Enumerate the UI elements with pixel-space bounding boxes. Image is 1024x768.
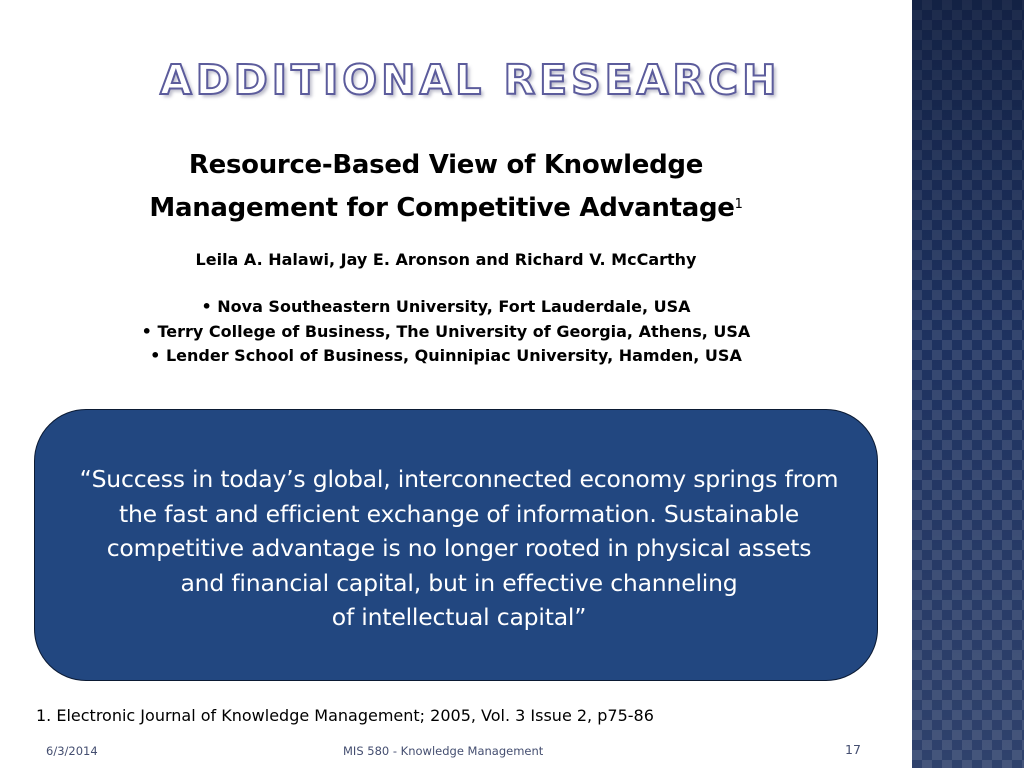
affiliation-item: • Nova Southeastern University, Fort Lauderdale, USA bbox=[201, 297, 691, 316]
paper-title-line-2 bbox=[40, 185, 852, 228]
affiliation-item: • Lender School of Business, Quinnipiac University, Hamden, USA bbox=[150, 346, 742, 365]
quote-line: competitive advantage is no longer rooted in physical assets bbox=[106, 534, 812, 562]
quote-line: the fast and efficient exchange of information. Sustainable bbox=[118, 499, 800, 528]
paper-authors: Leila A. Halawi, Jay E. Aronson and Richard V. McCarthy bbox=[195, 250, 697, 269]
footer-course-name: MIS 580 - Knowledge Management bbox=[343, 744, 544, 758]
quote-line: and financial capital, but in effective channeling bbox=[180, 568, 738, 597]
affiliations-list bbox=[40, 295, 852, 369]
paper-title bbox=[40, 145, 852, 228]
paper-title-line-1: Resource-Based View of Knowledge bbox=[188, 150, 704, 180]
paper-title-line-2-text: Management for Competitive Advantage bbox=[149, 193, 735, 223]
slide-number: 17 bbox=[845, 742, 861, 757]
slide-title: ADDITIONAL RESEARCH bbox=[160, 56, 781, 104]
footnote-marker: 1 bbox=[734, 197, 743, 212]
footnote-reference: 1. Electronic Journal of Knowledge Management; 2005, Vol. 3 Issue 2, p75-86 bbox=[36, 706, 654, 725]
quote-text bbox=[34, 462, 884, 635]
quote-line: “Success in today’s global, interconnected economy springs from bbox=[79, 465, 839, 493]
affiliation-item: • Terry College of Business, The University of Georgia, Athens, USA bbox=[141, 321, 751, 341]
quote-line: of intellectual capital” bbox=[331, 603, 587, 631]
footer-date: 6/3/2014 bbox=[46, 744, 98, 758]
decorative-sidebar bbox=[912, 0, 1024, 768]
